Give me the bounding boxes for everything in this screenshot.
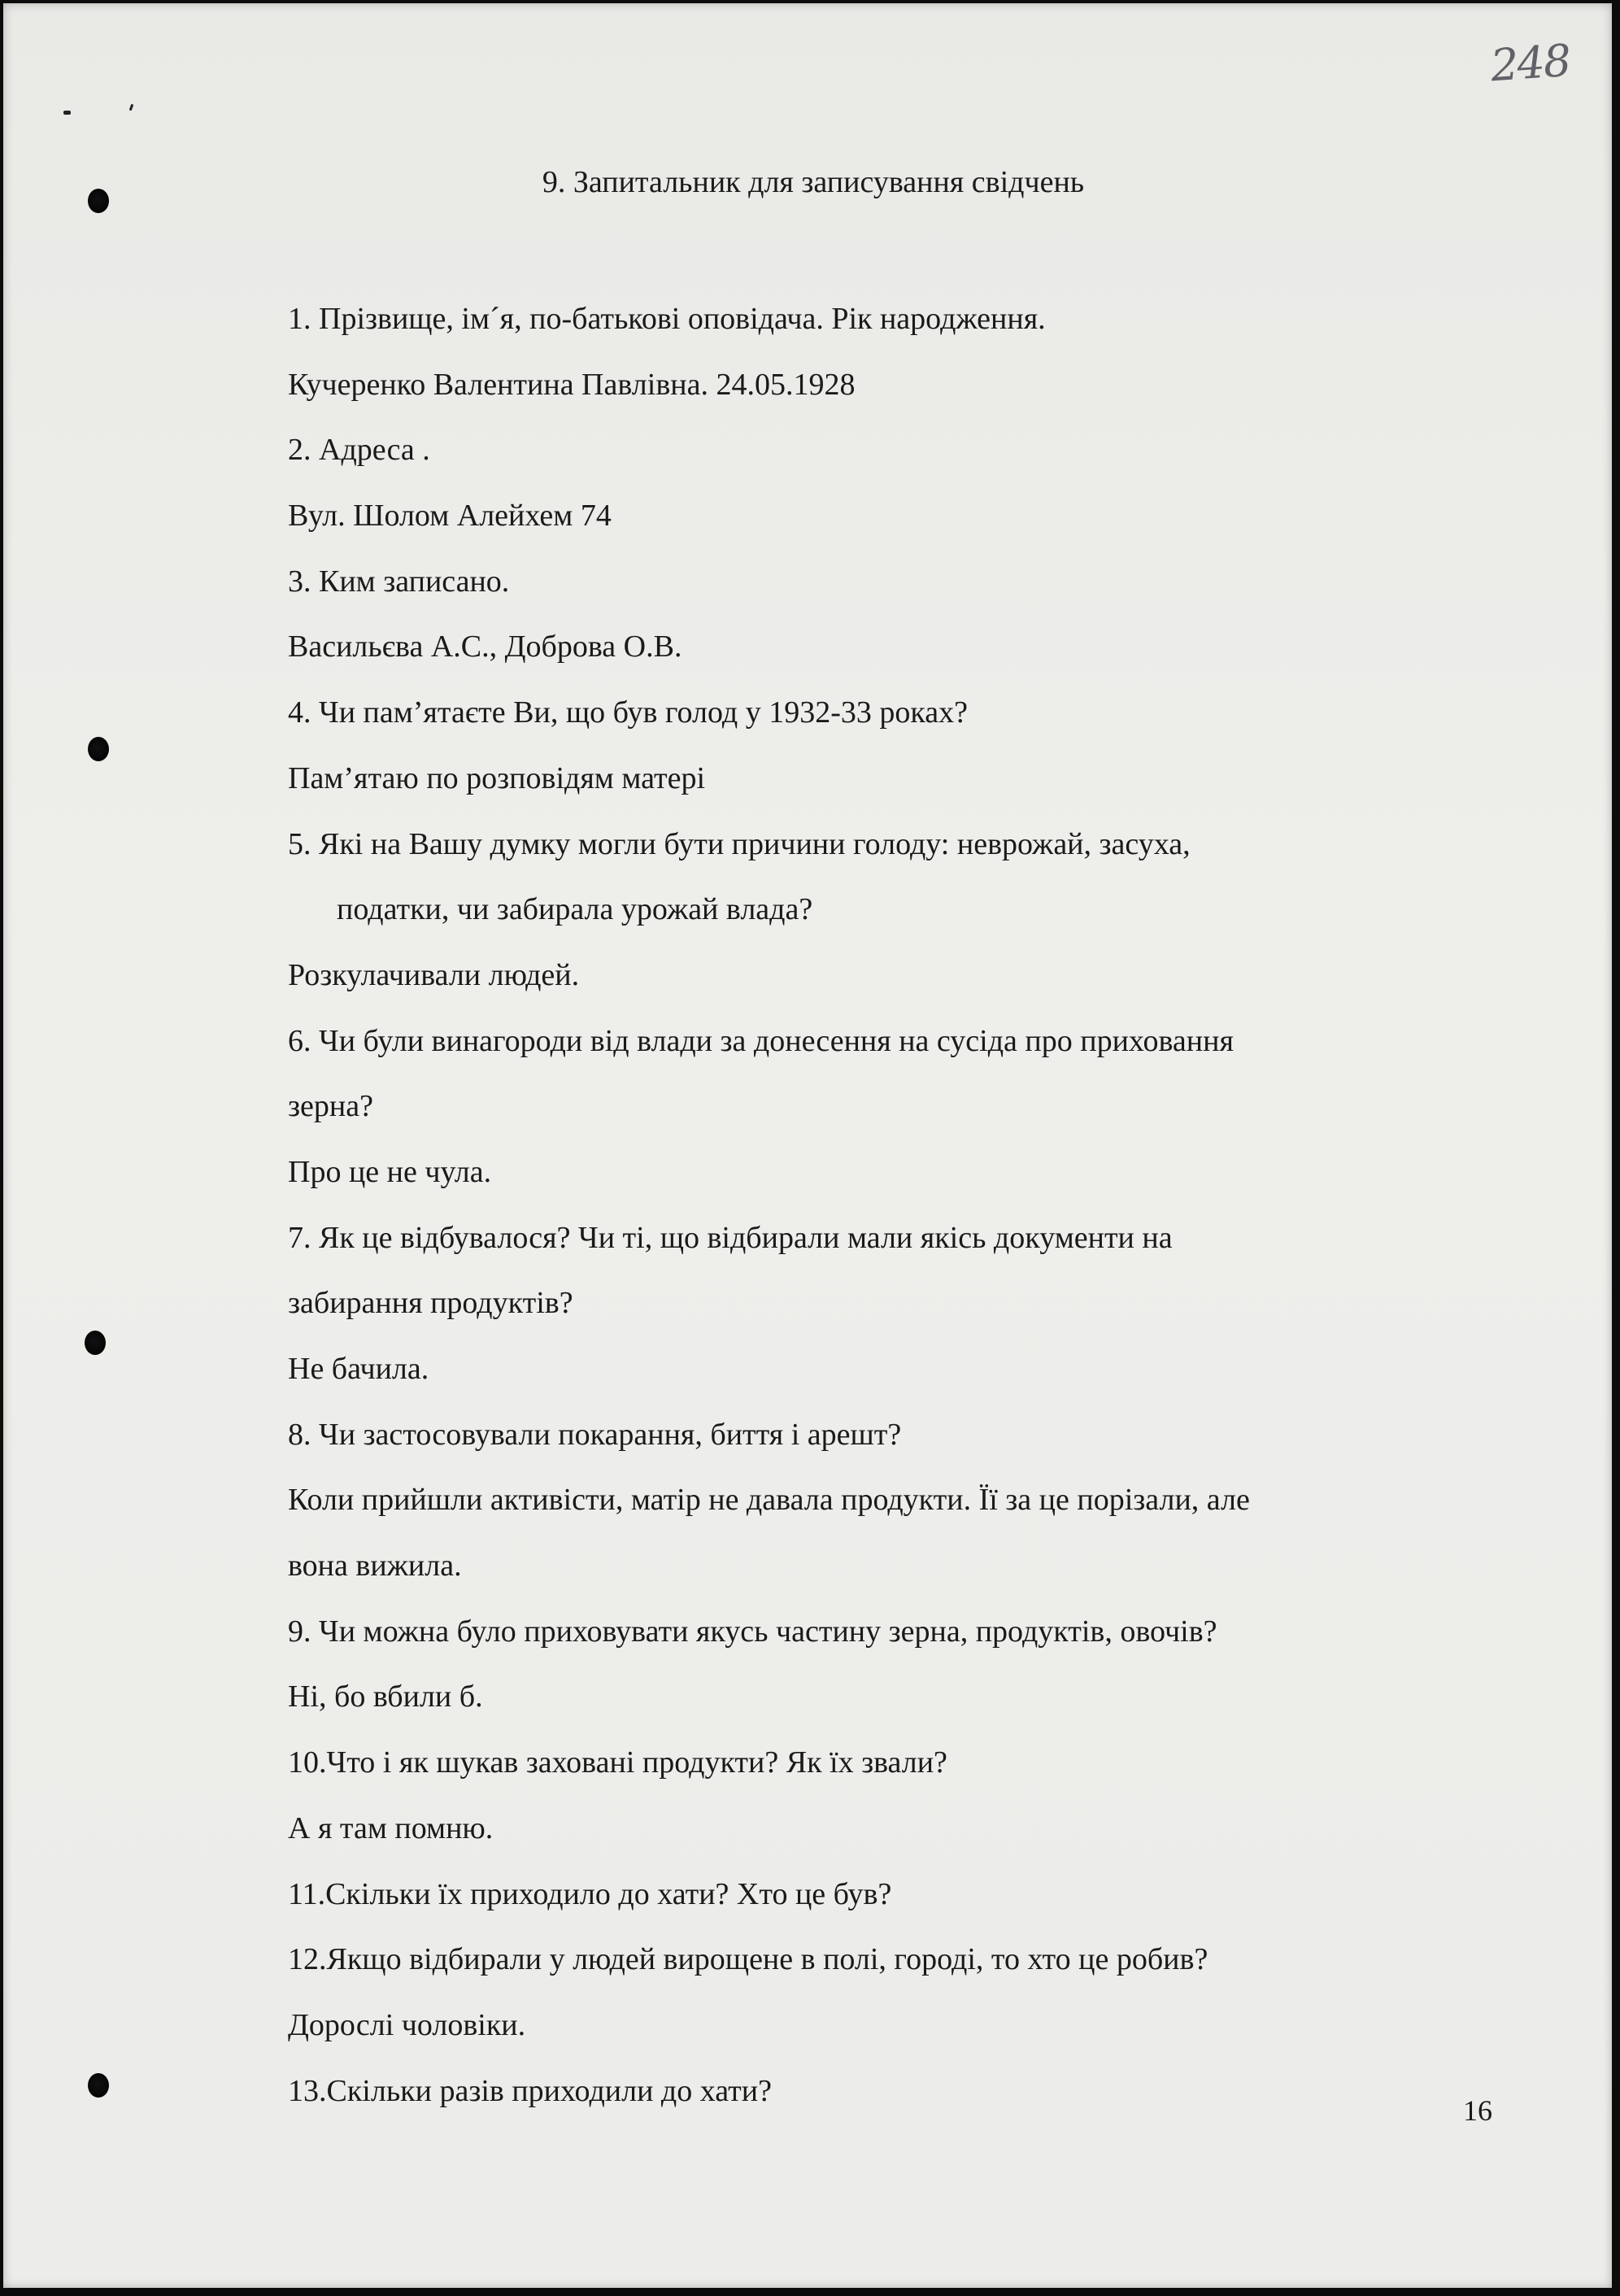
handwritten-folio-number: 248 (1488, 34, 1572, 92)
page-number: 16 (1463, 2094, 1492, 2127)
text-line: Про це не чула. (288, 1154, 492, 1189)
punch-hole (88, 2073, 109, 2098)
text-line: Ні, бо вбили б. (288, 1680, 483, 1714)
text-line: Вул. Шолом Алейхем 74 (288, 499, 612, 534)
text-line: Коли прийшли активісти, матір не давала продукти. Її за це порізали, але (288, 1483, 1250, 1518)
text-line: 10.Что і як шукав заховані продукти? Як їх звали? (288, 1745, 947, 1780)
page-title: 9. Запитальник для записування свідчень (542, 165, 1085, 199)
text-line: Васильєва А.С., Доброва О.В. (288, 630, 682, 664)
text-line: Дорослі чоловіки. (288, 2007, 526, 2042)
text-line: 8. Чи застосовували покарання, биття і арешт? (288, 1417, 902, 1452)
text-line: 7. Як це відбувалося? Чи ті, що відбирали мали якісь документи на (288, 1220, 1173, 1255)
text-line: 5. Які на Вашу думку могли бути причини голоду: неврожай, засуха, (288, 826, 1191, 861)
text-line: зерна? (288, 1089, 373, 1124)
text-line: 11.Скільки їх приходило до хати? Хто це був? (288, 1876, 892, 1911)
text-line: Розкулачивали людей. (288, 957, 580, 992)
text-line: 2. Адреса . (288, 433, 430, 468)
text-line: 12.Якщо відбирали у людей вирощене в полі, городі, то хто це робив? (288, 1942, 1208, 1977)
punch-hole (85, 1331, 106, 1355)
text-line: Пам’ятаю по розповідям матері (288, 760, 706, 795)
questionnaire-body (288, 296, 1475, 2133)
ink-speck (129, 104, 134, 111)
text-line: 3. Ким записано. (288, 564, 510, 599)
text-line: 9. Чи можна було приховувати якусь частину зерна, продуктів, овочів? (288, 1614, 1217, 1649)
text-line: Кучеренко Валентина Павлівна. 24.05.1928 (288, 367, 856, 402)
punch-hole (88, 737, 109, 761)
text-line: податки, чи забирала урожай влада? (337, 892, 813, 927)
text-line: вона вижила. (288, 1549, 462, 1584)
text-line: Не бачила. (288, 1352, 429, 1386)
text-line: 1. Прізвище, ім´я, по-батькові оповідача. Рік народження. (288, 302, 1046, 336)
ink-speck (63, 111, 71, 115)
text-line: забирання продуктів? (288, 1286, 573, 1321)
text-line: А я там помню. (288, 1810, 494, 1845)
text-line: 6. Чи були винагороди від влади за донесення на сусіда про приховання (288, 1023, 1234, 1058)
text-line: 13.Скільки разів приходили до хати? (288, 2073, 772, 2108)
text-line: 4. Чи пам’ятаєте Ви, що був голод у 1932-33 роках? (288, 695, 969, 730)
document-page (3, 3, 1612, 2288)
